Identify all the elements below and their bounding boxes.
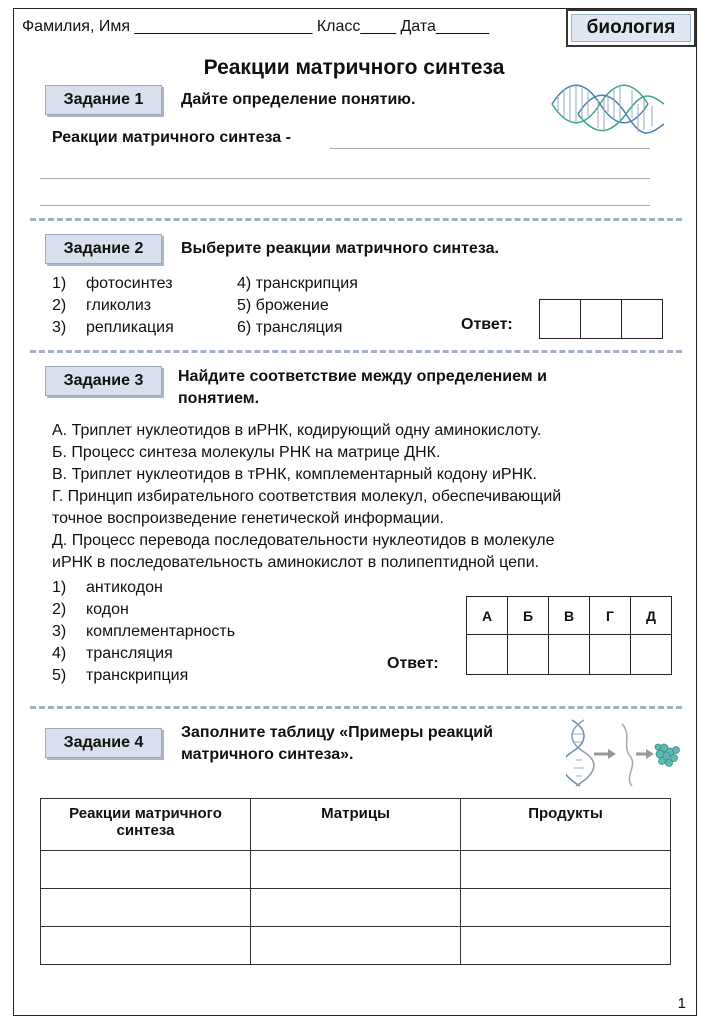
answer-cell[interactable] (631, 635, 672, 675)
option-item: 2) гликолиз (52, 297, 152, 314)
answer-cell[interactable] (622, 300, 663, 339)
table-cell[interactable] (251, 889, 461, 927)
table-cell[interactable] (251, 927, 461, 965)
table-cell[interactable] (251, 851, 461, 889)
answer-cell[interactable] (508, 635, 549, 675)
task-1-prompt: Дайте определение понятию. (181, 91, 416, 108)
student-info-line: Фамилия, Имя ____________________ Класс____ Дата______ (22, 18, 490, 35)
term-item: 4) трансляция (52, 645, 173, 662)
task-3-answer-grid (466, 596, 672, 675)
task-3-badge-label: Задание 3 (63, 372, 144, 389)
section-divider (30, 218, 682, 221)
answer-line[interactable] (40, 205, 650, 206)
section-divider (30, 706, 682, 709)
task-1-badge (45, 85, 162, 115)
task-4-badge-label: Задание 4 (63, 734, 144, 751)
table-cell[interactable] (461, 889, 671, 927)
task-1-term: Реакции матричного синтеза - (52, 129, 291, 146)
answer-cell[interactable] (467, 635, 508, 675)
page-number: 1 (677, 995, 686, 1012)
answer-cell[interactable] (581, 300, 622, 339)
grid-header-g: Г (590, 597, 631, 635)
task-3-definitions: А. Триплет нуклеотидов в иРНК, кодирующий одну аминокислоту. Б. Процесс синтеза молекулы РНК на матрице ДНК. В. Триплет нуклеотидов в тРНК, комплементарный кодону иРНК. Г. Принцип избирательного соответствия молекул, обеспечивающий точное воспроизведение генетической информации. Д. Процесс перевода последовательности нуклеотидов в молекуле иРНК в последовательность аминокислот в полипептидной цепи. (52, 422, 562, 571)
grid-header-a: А (467, 597, 508, 635)
worksheet-title: Реакции матричного синтеза (203, 56, 505, 79)
answer-cell[interactable] (549, 635, 590, 675)
task-3-badge (45, 366, 162, 396)
task-3-terms (52, 577, 235, 687)
answer-cell[interactable] (590, 635, 631, 675)
grid-header-b: Б (508, 597, 549, 635)
task-2-options-left (52, 273, 174, 339)
task-2-prompt: Выберите реакции матричного синтеза. (181, 240, 499, 257)
task-2-options-right (237, 273, 358, 339)
task-2-answer-grid (539, 299, 663, 339)
task-2-answer-label: Ответ: (461, 316, 513, 333)
task-4-prompt: Заполните таблицу «Примеры реакций матричного синтеза». (181, 724, 493, 763)
table-cell[interactable] (461, 927, 671, 965)
task-3-prompt: Найдите соответствие между определением и понятием. (178, 368, 547, 407)
table-cell[interactable] (41, 889, 251, 927)
term-item: 2) кодон (52, 601, 129, 618)
answer-cell[interactable] (540, 300, 581, 339)
task-4-badge (45, 728, 162, 758)
option-item: 5) брожение (237, 297, 329, 314)
table-cell[interactable] (41, 851, 251, 889)
dna-helix-icon (548, 74, 666, 140)
task-2-badge-label: Задание 2 (63, 240, 144, 257)
option-item: 3) репликация (52, 319, 174, 336)
table-header-products: Продукты (461, 799, 671, 851)
term-item: 5) транскрипция (52, 667, 189, 684)
option-item: 4) транскрипция (237, 275, 358, 292)
protein-synthesis-icon (566, 716, 684, 790)
term-item: 1) антикодон (52, 579, 163, 596)
task-1-badge-label: Задание 1 (63, 91, 144, 108)
subject-label (566, 9, 696, 47)
task-2-badge (45, 234, 162, 264)
table-cell[interactable] (41, 927, 251, 965)
grid-header-d: Д (631, 597, 672, 635)
answer-line[interactable] (330, 148, 650, 149)
section-divider (30, 350, 682, 353)
table-header-matrices: Матрицы (251, 799, 461, 851)
term-item: 3) комплементарность (52, 623, 236, 640)
grid-header-v: В (549, 597, 590, 635)
subject-text: биология (586, 17, 676, 38)
task-3-answer-label: Ответ: (387, 655, 439, 672)
table-cell[interactable] (461, 851, 671, 889)
table-header-reactions: Реакции матричного синтеза (41, 799, 251, 851)
answer-line[interactable] (40, 178, 650, 179)
option-item: 1) фотосинтез (52, 275, 173, 292)
examples-table (40, 798, 671, 965)
option-item: 6) трансляция (237, 319, 343, 336)
